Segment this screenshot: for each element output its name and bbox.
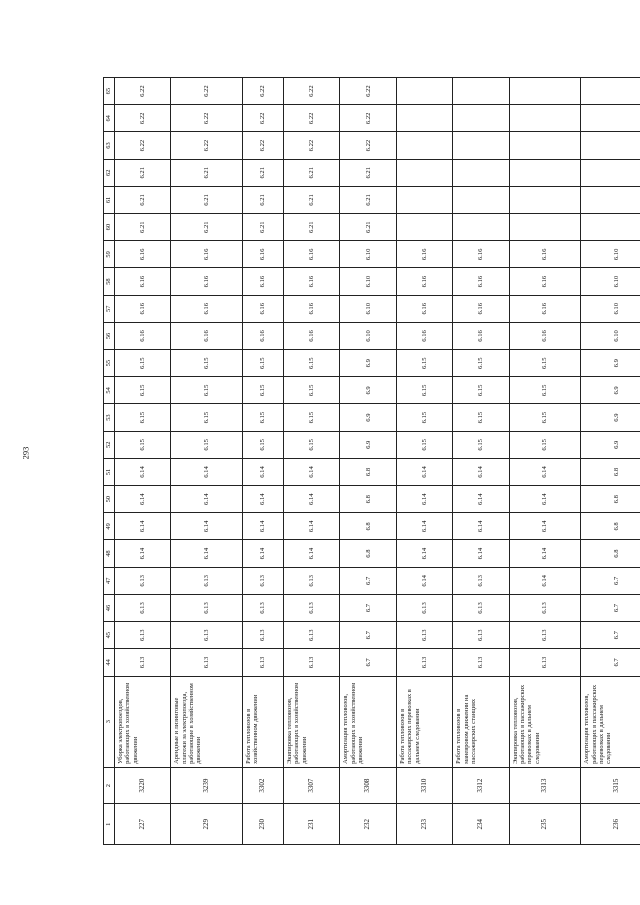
value-cell: 6.14 [171,540,243,567]
value-cell: 6.10 [340,268,396,295]
value-cell: 6.15 [284,431,340,458]
description-cell: Арендные и лизинговые платежи за электропоезда, работающие в хозяйственном движении [171,676,243,767]
value-cell [581,105,640,132]
value-cell: 6.22 [115,78,171,105]
value-cell [453,105,509,132]
value-cell: 6.9 [340,377,396,404]
value-cell: 6.16 [243,268,284,295]
value-cell: 6.16 [453,241,509,268]
value-cell: 6.13 [453,594,509,621]
value-cell: 6.16 [115,241,171,268]
value-cell: 6.7 [581,622,640,649]
value-cell: 6.21 [284,186,340,213]
value-cell: 6.13 [396,649,452,676]
column-header: 48 [104,540,115,567]
value-cell: 6.16 [115,322,171,349]
code-cell: 3308 [340,767,396,804]
value-cell: 6.16 [509,268,581,295]
value-cell: 6.21 [171,159,243,186]
row-number-cell: 230 [243,804,284,845]
value-cell: 6.15 [171,350,243,377]
table-row [396,78,452,845]
value-cell: 6.16 [243,295,284,322]
value-cell: 6.21 [171,186,243,213]
value-cell: 6.14 [243,486,284,513]
value-cell: 6.15 [171,431,243,458]
value-cell: 6.21 [243,159,284,186]
value-cell [581,78,640,105]
value-cell: 6.22 [171,78,243,105]
value-cell: 6.22 [284,78,340,105]
value-cell: 6.13 [115,622,171,649]
value-cell: 6.15 [243,404,284,431]
row-number-cell: 233 [396,804,452,845]
column-header: 53 [104,404,115,431]
value-cell: 6.14 [509,513,581,540]
value-cell: 6.15 [115,404,171,431]
value-cell [396,186,452,213]
value-cell: 6.10 [340,322,396,349]
description-cell: Экипировка тепловозов, работающих в пассажирских перевозках в дальнем следовании [509,676,581,767]
value-cell: 6.22 [115,105,171,132]
value-cell [453,132,509,159]
value-cell: 6.13 [284,649,340,676]
value-cell: 6.13 [284,622,340,649]
value-cell: 6.15 [453,350,509,377]
value-cell: 6.13 [115,649,171,676]
header-row [104,78,115,845]
value-cell: 6.15 [115,431,171,458]
column-header: 49 [104,513,115,540]
value-cell: 6.21 [243,214,284,241]
value-cell: 6.16 [509,322,581,349]
column-header: 47 [104,567,115,594]
value-cell: 6.9 [581,377,640,404]
value-cell: 6.10 [340,241,396,268]
value-cell: 6.21 [115,186,171,213]
value-cell: 6.22 [243,105,284,132]
value-cell: 6.13 [171,622,243,649]
column-header: 3 [104,676,115,767]
description-cell: Работа тепловозов в хозяйственном движении [243,676,284,767]
column-header: 45 [104,622,115,649]
value-cell: 6.21 [340,186,396,213]
value-cell: 6.15 [509,431,581,458]
column-header: 54 [104,377,115,404]
value-cell: 6.13 [115,567,171,594]
value-cell: 6.13 [243,567,284,594]
value-cell: 6.16 [284,295,340,322]
code-cell: 3315 [581,767,640,804]
value-cell: 6.16 [453,322,509,349]
value-cell: 6.22 [284,105,340,132]
row-number-cell: 236 [581,804,640,845]
value-cell: 6.14 [396,458,452,485]
value-cell: 6.14 [115,540,171,567]
column-header: 51 [104,458,115,485]
value-cell: 6.13 [396,622,452,649]
table-row [340,78,396,845]
value-cell: 6.16 [509,241,581,268]
column-header: 58 [104,268,115,295]
value-cell: 6.13 [453,567,509,594]
value-cell: 6.21 [171,214,243,241]
value-cell [509,214,581,241]
value-cell: 6.16 [171,241,243,268]
value-cell: 6.7 [340,622,396,649]
value-cell [581,132,640,159]
value-cell [453,159,509,186]
column-header: 62 [104,159,115,186]
value-cell: 6.15 [509,350,581,377]
value-cell: 6.21 [284,214,340,241]
value-cell: 6.22 [243,78,284,105]
value-cell: 6.15 [284,350,340,377]
value-cell: 6.15 [509,404,581,431]
value-cell [453,186,509,213]
description-cell: Экипировка тепловозов, работающих в хозяйственном движении [284,676,340,767]
column-header: 59 [104,241,115,268]
value-cell: 6.15 [284,404,340,431]
value-cell: 6.15 [115,350,171,377]
value-cell: 6.14 [396,486,452,513]
value-cell: 6.10 [581,241,640,268]
value-cell: 6.8 [340,458,396,485]
description-cell: Уборка электропоездов, работающих в хозяйственном движении [115,676,171,767]
value-cell: 6.21 [340,214,396,241]
value-cell: 6.14 [509,567,581,594]
code-cell: 3313 [509,767,581,804]
code-cell: 3220 [115,767,171,804]
value-cell: 6.10 [581,268,640,295]
column-header: 50 [104,486,115,513]
column-header: 57 [104,295,115,322]
value-cell: 6.22 [243,132,284,159]
value-cell [396,105,452,132]
column-header: 44 [104,649,115,676]
value-cell [396,214,452,241]
page-number-text: 293 [20,446,30,460]
value-cell: 6.16 [396,268,452,295]
value-cell: 6.16 [509,295,581,322]
value-cell: 6.16 [453,295,509,322]
value-cell: 6.22 [340,78,396,105]
value-cell [509,132,581,159]
value-cell: 6.14 [243,540,284,567]
value-cell: 6.14 [509,486,581,513]
value-cell: 6.16 [171,322,243,349]
description-cell: Работа тепловозов в пассажирских перевозках в дальнем следовании [396,676,452,767]
value-cell [509,78,581,105]
value-cell: 6.14 [509,458,581,485]
value-cell: 6.7 [340,649,396,676]
value-cell: 6.9 [581,350,640,377]
value-cell: 6.14 [284,513,340,540]
value-cell: 6.15 [396,431,452,458]
value-cell: 6.16 [284,241,340,268]
value-cell: 6.8 [581,513,640,540]
value-cell: 6.16 [396,322,452,349]
value-cell: 6.13 [171,649,243,676]
value-cell: 6.14 [243,513,284,540]
value-cell: 6.15 [171,404,243,431]
value-cell: 6.9 [340,350,396,377]
value-cell [396,159,452,186]
value-cell [581,159,640,186]
value-cell: 6.22 [340,132,396,159]
value-cell: 6.16 [243,241,284,268]
value-cell: 6.13 [115,594,171,621]
value-cell: 6.22 [171,132,243,159]
value-cell: 6.21 [284,159,340,186]
value-cell: 6.22 [284,132,340,159]
value-cell: 6.9 [340,431,396,458]
table-row [171,78,243,845]
row-number-cell: 227 [115,804,171,845]
value-cell: 6.16 [453,268,509,295]
value-cell: 6.14 [396,513,452,540]
value-cell: 6.13 [509,649,581,676]
value-cell: 6.14 [284,458,340,485]
value-cell: 6.13 [396,594,452,621]
value-cell: 6.13 [453,622,509,649]
table-container [103,77,640,845]
column-header: 46 [104,594,115,621]
value-cell: 6.22 [340,105,396,132]
value-cell: 6.15 [453,431,509,458]
value-cell: 6.14 [171,513,243,540]
value-cell: 6.16 [284,322,340,349]
value-cell: 6.14 [509,540,581,567]
table-body [115,78,640,845]
value-cell: 6.14 [171,458,243,485]
column-header: 52 [104,431,115,458]
value-cell: 6.14 [453,486,509,513]
value-cell: 6.8 [340,540,396,567]
row-number-cell: 229 [171,804,243,845]
value-cell: 6.10 [581,295,640,322]
value-cell [396,78,452,105]
value-cell: 6.9 [581,431,640,458]
value-cell: 6.7 [581,649,640,676]
value-cell: 6.8 [581,540,640,567]
value-cell: 6.16 [396,295,452,322]
row-number-cell: 235 [509,804,581,845]
value-cell: 6.15 [453,404,509,431]
value-cell: 6.8 [581,458,640,485]
value-cell: 6.8 [340,513,396,540]
data-table [103,77,640,845]
value-cell: 6.13 [243,594,284,621]
value-cell: 6.15 [171,377,243,404]
row-number-cell: 232 [340,804,396,845]
value-cell: 6.16 [115,295,171,322]
value-cell: 6.16 [396,241,452,268]
value-cell: 6.10 [340,295,396,322]
value-cell: 6.16 [115,268,171,295]
value-cell [509,105,581,132]
value-cell [581,186,640,213]
value-cell: 6.14 [396,540,452,567]
table-row [115,78,171,845]
value-cell: 6.21 [115,159,171,186]
table-row [581,78,640,845]
column-header: 63 [104,132,115,159]
value-cell: 6.14 [396,567,452,594]
value-cell: 6.7 [340,567,396,594]
value-cell: 6.13 [284,594,340,621]
table-row [243,78,284,845]
value-cell: 6.14 [284,540,340,567]
value-cell: 6.15 [453,377,509,404]
value-cell: 6.15 [243,431,284,458]
value-cell: 6.13 [243,622,284,649]
code-cell: 3307 [284,767,340,804]
value-cell: 6.14 [453,513,509,540]
value-cell: 6.10 [581,322,640,349]
value-cell: 6.15 [284,377,340,404]
value-cell [509,186,581,213]
code-cell: 3302 [243,767,284,804]
column-header: 65 [104,78,115,105]
value-cell: 6.15 [115,377,171,404]
value-cell: 6.13 [171,594,243,621]
value-cell: 6.13 [453,649,509,676]
value-cell: 6.15 [396,404,452,431]
row-number-cell: 231 [284,804,340,845]
description-cell: Амортизация тепловозов, работающих в хозяйственном движении [340,676,396,767]
code-cell: 3312 [453,767,509,804]
value-cell: 6.22 [115,132,171,159]
value-cell: 6.9 [581,404,640,431]
column-header: 64 [104,105,115,132]
value-cell: 6.9 [340,404,396,431]
value-cell: 6.16 [243,322,284,349]
value-cell: 6.15 [509,377,581,404]
code-cell: 3310 [396,767,452,804]
value-cell: 6.7 [340,594,396,621]
value-cell [396,132,452,159]
value-cell: 6.8 [340,486,396,513]
value-cell [453,214,509,241]
value-cell: 6.14 [453,458,509,485]
value-cell: 6.15 [243,377,284,404]
value-cell: 6.21 [115,214,171,241]
column-header: 56 [104,322,115,349]
value-cell [453,78,509,105]
value-cell: 6.13 [171,567,243,594]
value-cell: 6.14 [115,513,171,540]
page-number [10,438,40,468]
value-cell: 6.13 [509,622,581,649]
description-cell: Работа тепловозов в маневровом движении на пассажирских станциях [453,676,509,767]
column-header: 60 [104,214,115,241]
value-cell: 6.14 [115,458,171,485]
value-cell: 6.13 [243,649,284,676]
value-cell: 6.13 [284,567,340,594]
table-row [284,78,340,845]
value-cell: 6.7 [581,594,640,621]
value-cell: 6.15 [243,350,284,377]
value-cell [509,159,581,186]
value-cell: 6.22 [171,105,243,132]
value-cell: 6.15 [396,377,452,404]
value-cell: 6.14 [284,486,340,513]
value-cell: 6.14 [453,540,509,567]
value-cell: 6.13 [509,594,581,621]
value-cell: 6.16 [284,268,340,295]
column-header: 61 [104,186,115,213]
value-cell: 6.21 [243,186,284,213]
value-cell: 6.15 [396,350,452,377]
column-header: 1 [104,804,115,845]
value-cell: 6.21 [340,159,396,186]
value-cell: 6.14 [171,486,243,513]
table-row [453,78,509,845]
column-header: 55 [104,350,115,377]
value-cell: 6.7 [581,567,640,594]
value-cell: 6.14 [115,486,171,513]
description-cell: Амортизация тепловозов, работающих в пассажирских перевозках в дальнем следовании [581,676,640,767]
table-row [509,78,581,845]
value-cell [581,214,640,241]
column-header: 2 [104,767,115,804]
row-number-cell: 234 [453,804,509,845]
value-cell: 6.8 [581,486,640,513]
value-cell: 6.16 [171,268,243,295]
code-cell: 3239 [171,767,243,804]
value-cell: 6.16 [171,295,243,322]
value-cell: 6.14 [243,458,284,485]
